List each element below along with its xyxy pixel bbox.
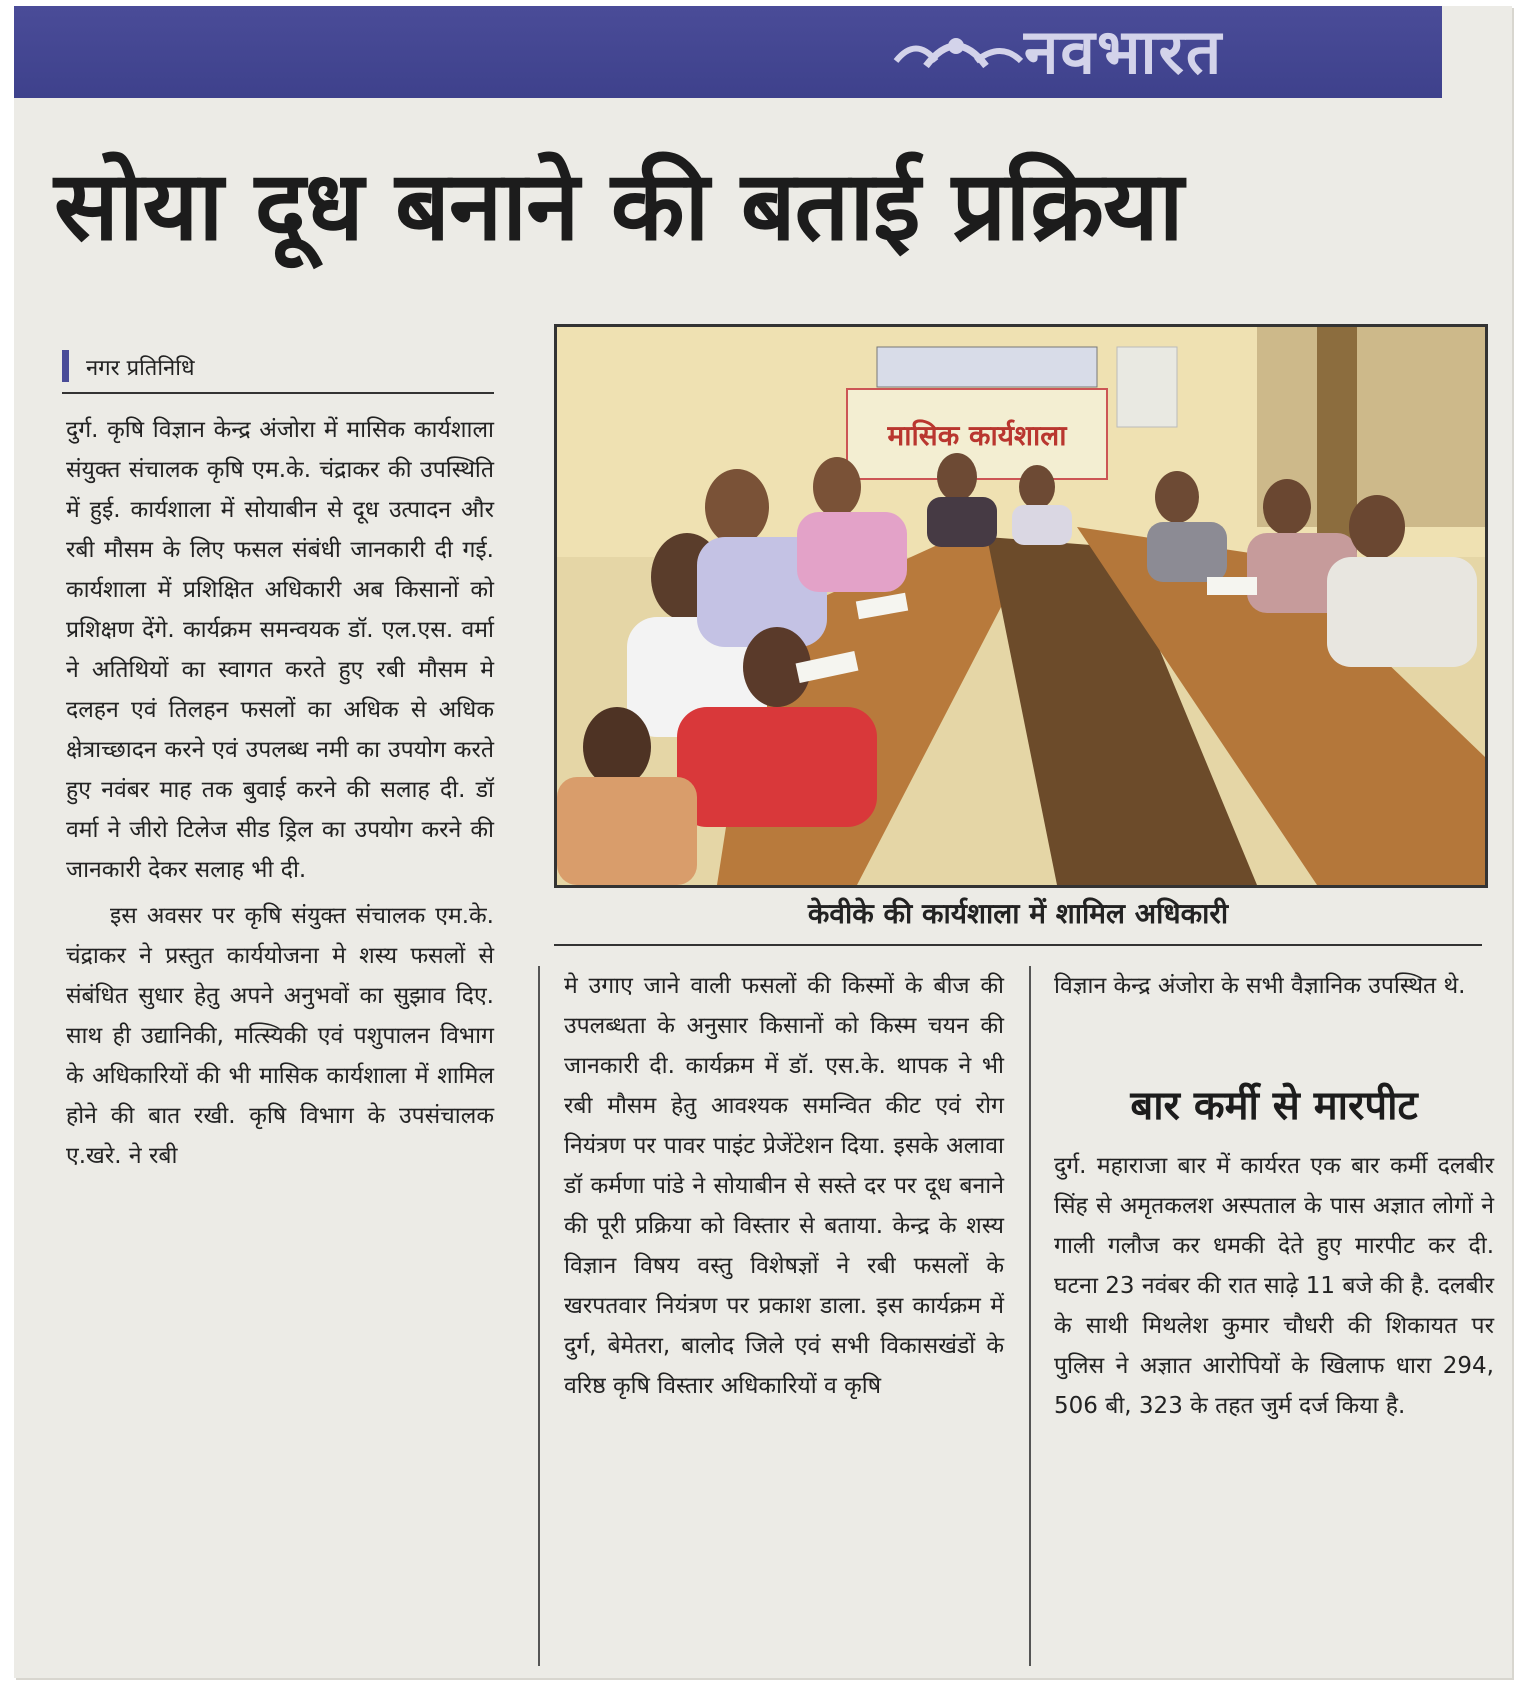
newspaper-logo-icon: [886, 16, 1026, 86]
caption-divider: [554, 944, 1482, 946]
article-photo: [554, 324, 1488, 888]
article-column-1: [66, 410, 494, 1182]
news-brief-headline: बार कर्मी से मारपीट: [1130, 1083, 1418, 1129]
column-divider: [538, 966, 540, 1666]
column-divider: [1029, 966, 1031, 1666]
byline: नगर प्रतिनिधि: [86, 356, 195, 381]
photo-caption: केवीके की कार्यशाला में शामिल अधिकारी: [807, 897, 1229, 930]
article-column-2: [564, 966, 1004, 1412]
newspaper-clipping: [14, 6, 1512, 1678]
article-paragraph: मे उगाए जाने वाली फसलों की किस्मों के बीज की उपलब्धता के अनुसार किसानों को किस्म चयन की जानकारी दी. कार्यक्रम में डॉ. एस.के. थापक ने भी रबी मौसम हेतु आवश्यक समन्वित कीट एवं रोग नियंत्रण पर पावर पाइंट प्रेजेंटेशन दिया. इसके अलावा डॉ कर्मणा पांडे ने सोयाबीन से सस्ते दर पर दूध बनाने की पूरी प्रक्रिया को विस्तार से बताया. केन्द्र के शस्य विज्ञान विषय वस्तु विशेषज्ञों ने रबी फसलों के खरपतवार नियंत्रण पर प्रकाश डाला. इस कार्यक्रम में दुर्ग, बेमेतरा, बालोद जिले एवं सभी विकासखंडों के वरिष्ठ कृषि विस्तार अधिकारियों व कृषि: [564, 973, 1004, 1399]
article-paragraph: दुर्ग. कृषि विज्ञान केन्द्र अंजोरा में मासिक कार्यशाला संयुक्त संचालक कृषि एम.के. चंद्राकर की उपस्थिति में हुई. कार्यशाला में सोयाबीन से दूध उत्पादन और रबी मौसम के लिए फसल संबंधी जानकारी दी गई. कार्यशाला में प्रशिक्षित अधिकारी अब किसानों को प्रशिक्षण देंगे. कार्यक्रम समन्वयक डॉ. एल.एस. वर्मा ने अतिथियों का स्वागत करते हुए रबी मौसम मे दलहन एवं तिलहन फसलों का अधिक से अधिक क्षेत्राच्छादन करने एवं उपलब्ध नमी का उपयोग करते हुए नवंबर माह तक बुवाई करने की सलाह दी. डॉ वर्मा ने जीरो टिलेज सीड ड्रिल का उपयोग करने की जानकारी देकर सलाह भी दी.: [66, 417, 494, 883]
article-column-3: [1054, 966, 1494, 1012]
byline-block: [62, 346, 494, 394]
article-paragraph: विज्ञान केन्द्र अंजोरा के सभी वैज्ञानिक उपस्थित थे.: [1054, 973, 1466, 999]
article-paragraph: इस अवसर पर कृषि संयुक्त संचालक एम.के. चंद्राकर ने प्रस्तुत कार्ययोजना मे शस्य फसलों से संबंधित सुधार हेतु अपने अनुभवों का सुझाव दिए. साथ ही उद्यानिकी, मत्स्यिकी एवं पशुपालन विभाग के अधिकारियों की भी मासिक कार्यशाला में शामिल होने की बात रखी. कृषि विभाग के उपसंचालक ए.खरे. ने रबी: [66, 903, 494, 1169]
photo-banner-text: मासिक कार्यशाला: [887, 419, 1067, 452]
article-headline: सोया दूध बनाने की बताई प्रक्रिया: [54, 150, 1183, 262]
news-brief-body: [1054, 1146, 1494, 1432]
byline-accent-bar: [62, 350, 69, 382]
masthead: [14, 6, 1442, 98]
news-brief-paragraph: दुर्ग. महाराजा बार में कार्यरत एक बार कर्मी दलबीर सिंह से अमृतकलश अस्पताल के पास अज्ञात लोगों ने गाली गलौज कर धमकी देते हुए मारपीट कर दी. घटना 23 नवंबर की रात साढ़े 11 बजे की है. दलबीर के साथी मिथलेश कुमार चौधरी की शिकायत पर पुलिस ने अज्ञात आरोपियों के खिलाफ धारा 294, 506 बी, 323 के तहत जुर्म दर्ज किया है.: [1054, 1153, 1494, 1419]
newspaper-name: नवभारत: [1024, 15, 1224, 88]
